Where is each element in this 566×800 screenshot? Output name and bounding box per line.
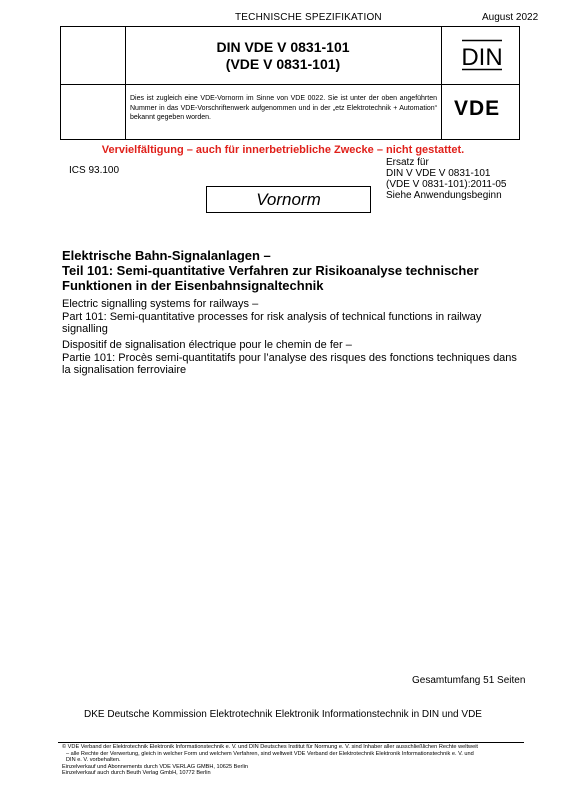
title-german [62,248,522,293]
header-box-row-2 [61,84,519,140]
title-french-line-1: Dispositif de signalisation électrique pour le chemin de fer – [62,339,352,351]
replacement-line-3: (VDE V 0831-101):2011-05 [386,179,507,190]
replacement-line-1: Ersatz für [386,157,429,168]
title-french [62,339,522,377]
title-english-line-1: Electric signalling systems for railways – [62,298,259,310]
ics-code: ICS 93.100 [69,165,120,176]
title-french-line-2: Partie 101: Procès semi-quantitatifs pour l’analyse des risques des fonctions techniques dans la signalisation ferroviaire [62,351,517,376]
copy-warning: Vervielfältigung – auch für innerbetriebliche Zwecke – nicht gestattet. [101,144,465,156]
publication-date: August 2022 [482,12,539,23]
header-box-row-1 [61,27,519,85]
din-logo [460,39,504,71]
copyright-line-4: Einzelverkauf und Abonnements durch VDE VERLAG GMBH, 10625 Berlin [62,763,248,770]
total-pages: Gesamtumfang 51 Seiten [412,675,526,686]
replacement-info [386,157,506,201]
title-english [62,298,522,336]
standard-number-line-2: (VDE V 0831-101) [225,56,341,72]
committee-name: DKE Deutsche Kommission Elektrotechnik Elektronik Informationstechnik in DIN und VDE [84,709,482,720]
copyright-line-3: DIN e. V. vorbehalten. [66,757,121,764]
empty-cell [61,84,126,140]
document-type: TECHNISCHE SPEZIFIKATION [235,12,382,23]
copyright-line-2: – alle Rechte der Verwertung, gleich in welcher Form und welchem Verfahren, sind weltweit VDE Verband der Elektrotechnik Elektronik Informationstechnik e. V. und [66,750,474,757]
vde-logo-cell [442,84,521,140]
standard-number [125,27,442,84]
header-box [60,26,520,140]
vde-logo: VDE [454,97,501,120]
status-badge: Vornorm [206,186,371,213]
copyright-line-5: Einzelverkauf auch durch Beuth Verlag GmbH, 10772 Berlin [62,770,211,777]
copyright-notice [62,744,522,777]
din-logo-cell [442,27,521,84]
empty-cell [61,27,126,84]
replacement-line-2: DIN V VDE V 0831-101 [386,168,491,179]
title-english-line-2: Part 101: Semi-quantitative processes for risk analysis of technical functions in railway signalling [62,310,482,335]
title-german-line-1: Elektrische Bahn-Signalanlagen – [62,248,271,263]
replacement-line-4: Siehe Anwendungsbeginn [386,190,502,201]
copyright-line-1: © VDE Verband der Elektrotechnik Elektronik Informationstechnik e. V. und DIN Deutsches Institut für Normung e. V. sind Inhaber aller ausschließlichen Rechte weltweit [62,744,478,750]
standard-number-line-1: DIN VDE V 0831-101 [216,39,350,55]
din-logo-text: DIN [461,44,503,71]
footer-divider [58,742,524,743]
vde-notice: Dies ist zugleich eine VDE-Vornorm im Sinne von VDE 0022. Sie ist unter der oben angeführten Nummer in das VDE-Vorschriftenwerk aufgenommen und in der „etz Elektrotechnik + Automation“ bekannt gegeben worden. [125,84,442,140]
title-german-line-2: Teil 101: Semi-quantitative Verfahren zur Risikoanalyse technischer Funktionen in der Eisenbahnsignaltechnik [62,263,479,293]
